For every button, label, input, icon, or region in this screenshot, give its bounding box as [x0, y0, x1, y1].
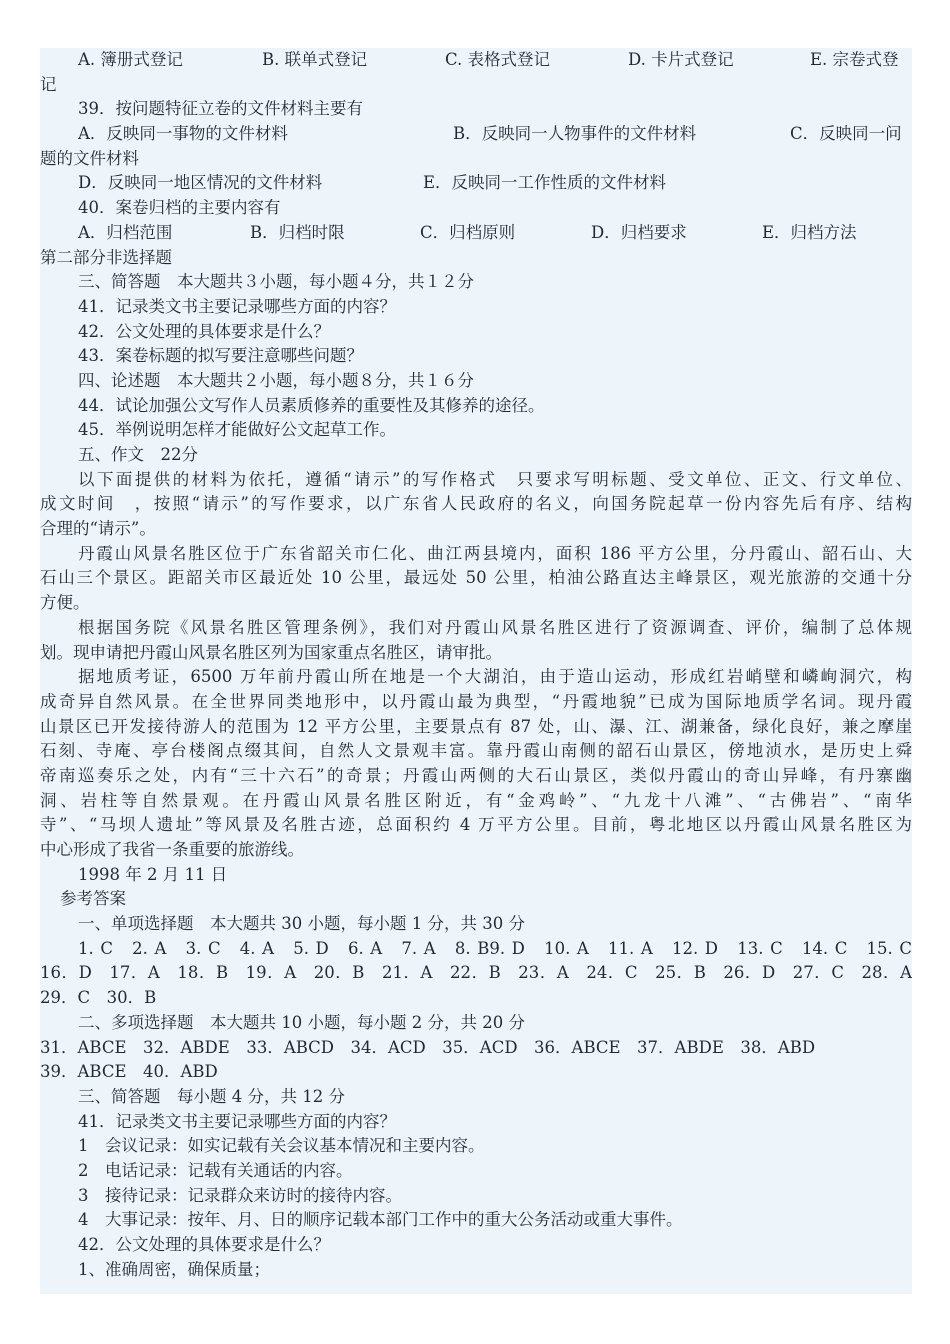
- q38-option-d: D. 卡片式登记: [628, 50, 734, 69]
- q39-option-b: B．反映同一人物事件的文件材料: [453, 124, 697, 144]
- intro-line-1: 以下面提供的材料为依托，遵循“请示”的写作格式 只要求写明标题、受文单位、正文、行文单位、: [78, 469, 912, 489]
- q38-option-e-cont: 记: [40, 74, 57, 94]
- para3-line-3: 山景区已开发接待游人的范围为 12 平方公里，主要景点有 87 处，山、瀑、江、湖兼备，绿化良好，兼之摩崖: [40, 716, 912, 736]
- question-43: 43．案卷标题的拟写要注意哪些问题？: [78, 346, 363, 366]
- intro-line-3: 合理的“请示”。: [40, 519, 156, 539]
- q39-option-c-cont: 题的文件材料: [40, 148, 139, 168]
- answers-title: 参考答案: [60, 889, 126, 909]
- section3-heading: 三、简答题 本大题共３小题，每小题４分，共１２分: [78, 272, 474, 292]
- answers-section1-heading: 一、单项选择题 本大题共 30 小题，每小题 1 分，共 30 分: [78, 914, 525, 934]
- q38-option-e: E. 宗卷式登: [810, 50, 899, 69]
- question-44: 44．试论加强公文写作人员素质修养的重要性及其修养的途径。: [78, 395, 545, 415]
- q39-options-row2: [40, 171, 912, 196]
- para3-line-5: 帝南巡奏乐之处，内有“三十六石”的奇景；丹霞山两侧的大石山景区，类似丹霞山的奇山异峰，有丹寨幽: [40, 765, 912, 785]
- q40-option-d: D．归档要求: [591, 222, 687, 242]
- para3-line-1: 据地质考证，6500 万年前丹霞山所在地是一个大湖泊，由于造山运动，形成红岩峭壁和嶙峋洞穴，构: [78, 667, 912, 687]
- answer-q42-title: 42．公文处理的具体要求是什么？: [78, 1235, 330, 1254]
- q40-options: [40, 221, 912, 246]
- question-45: 45．举例说明怎样才能做好公文起草工作。: [78, 420, 396, 440]
- multi-answers-line-1: 31．ABCE 32．ABDE 33．ABCD 34．ACD 35．ACD 36．ABCE 37．ABDE 38．ABD: [40, 1037, 816, 1057]
- q38-option-b: B. 联单式登记: [262, 50, 368, 69]
- para3-line-6: 洞、岩柱等自然景观。在丹霞山风景名胜区附近，有“金鸡岭”、“九龙十八滩”、“古佛岩”、“南华: [40, 790, 912, 810]
- answers-section3-heading: 三、简答题 每小题 4 分，共 12 分: [78, 1086, 345, 1106]
- section5-heading: 五、作文 22分: [78, 445, 198, 464]
- multi-answers-line-2: 39．ABCE 40．ABD: [40, 1062, 218, 1082]
- q40-title: 40．案卷归档的主要内容有: [78, 198, 281, 218]
- q40-option-e: E．归档方法: [762, 222, 857, 242]
- q38-option-c: C. 表格式登记: [445, 50, 551, 69]
- section4-heading: 四、论述题 本大题共２小题，每小题８分，共１６分: [78, 370, 474, 390]
- letter-date: 1998 年 2 月 11 日: [78, 864, 228, 884]
- q38-option-a: A. 簿册式登记: [78, 50, 183, 69]
- answers-section2-heading: 二、多项选择题 本大题共 10 小题，每小题 2 分，共 20 分: [78, 1012, 525, 1032]
- question-42: 42．公文处理的具体要求是什么？: [78, 321, 330, 341]
- q38-options: [40, 48, 912, 73]
- answer-41-item-3: 3 接待记录：记录群众来访时的接待内容。: [78, 1185, 402, 1205]
- q39-options-row1: [40, 122, 912, 147]
- q39-option-a: A．反映同一事物的文件材料: [78, 124, 288, 144]
- q39-option-e: E．反映同一工作性质的文件材料: [423, 173, 667, 193]
- para3-line-8: 中心形成了我省一条重要的旅游线。: [40, 840, 304, 859]
- para2-line-2: 划。现申请把丹霞山风景名胜区列为国家重点名胜区，请审批。: [40, 642, 502, 662]
- para3-line-7: 寺”、“马坝人遗址”等风景及名胜古迹，总面积约 4 万平方公里。目前，粤北地区以丹霞山风景名胜区为: [40, 815, 912, 835]
- q39-title: 39．按问题特征立卷的文件材料主要有: [78, 99, 363, 119]
- part2-heading: 第二部分非选择题: [40, 247, 172, 267]
- para3-line-4: 石刻、寺庵、亭台楼阁点缀其间，自然人文景观丰富。靠丹霞山南侧的韶石山景区，傍地浈水，是历史上舜: [40, 741, 912, 761]
- para1-line-2: 石山三个景区。距韶关市区最近处 10 公里，最远处 50 公里，柏油公路直达主峰景区，观光旅游的交通十分: [40, 568, 912, 588]
- single-answers-line-1: 1. C 2. A 3. C 4. A 5. D 6. A 7. A 8. B9. D 10. A 11. A 12. D 13. C 14. C 15. C: [78, 938, 912, 958]
- q39-option-c: C．反映同一问: [790, 124, 902, 144]
- single-answers-line-3: 29．C 30．B: [40, 988, 157, 1008]
- document-page: [40, 48, 912, 1294]
- para1-line-1: 丹霞山风景名胜区位于广东省韶关市仁化、曲江两县境内，面积 186 平方公里，分丹霞山、韶石山、大: [78, 543, 912, 563]
- q39-option-d: D．反映同一地区情况的文件材料: [78, 173, 323, 193]
- answer-41-item-2: 2 电话记录：记载有关通话的内容。: [78, 1160, 353, 1180]
- para1-line-3: 方便。: [40, 593, 90, 613]
- para2-line-1: 根据国务院《风景名胜区管理条例》，我们对丹霞山风景名胜区进行了资源调查、评价，编制了总体规: [78, 617, 912, 637]
- q40-option-c: C．归档原则: [420, 222, 516, 242]
- answer-42-item-1: 1、准确周密，确保质量；: [78, 1259, 270, 1279]
- question-41: 41．记录类文书主要记录哪些方面的内容？: [78, 296, 396, 316]
- answer-q41-title: 41．记录类文书主要记录哪些方面的内容？: [78, 1111, 396, 1131]
- q40-option-b: B．归档时限: [250, 222, 345, 242]
- single-answers-line-2: 16．D 17．A 18．B 19．A 20．B 21．A 22．B 23．A 24．C 25．B 26．D 27．C 28．A: [40, 963, 912, 983]
- answer-41-item-4: 4 大事记录：按年、月、日的顺序记载本部门工作中的重大公务活动或重大事件。: [78, 1210, 683, 1230]
- q40-option-a: A．归档范围: [78, 222, 173, 242]
- para3-line-2: 成奇异自然风景。在全世界同类地形中，以丹霞山最为典型，“丹霞地貌”已成为国际地质学名词。现丹霞: [40, 691, 912, 711]
- answer-41-item-1: 1 会议记录：如实记载有关会议基本情况和主要内容。: [78, 1136, 485, 1156]
- intro-line-2: 成文时间 ，按照“请示”的写作要求，以广东省人民政府的名义，向国务院起草一份内容先后有序、结构: [40, 494, 912, 514]
